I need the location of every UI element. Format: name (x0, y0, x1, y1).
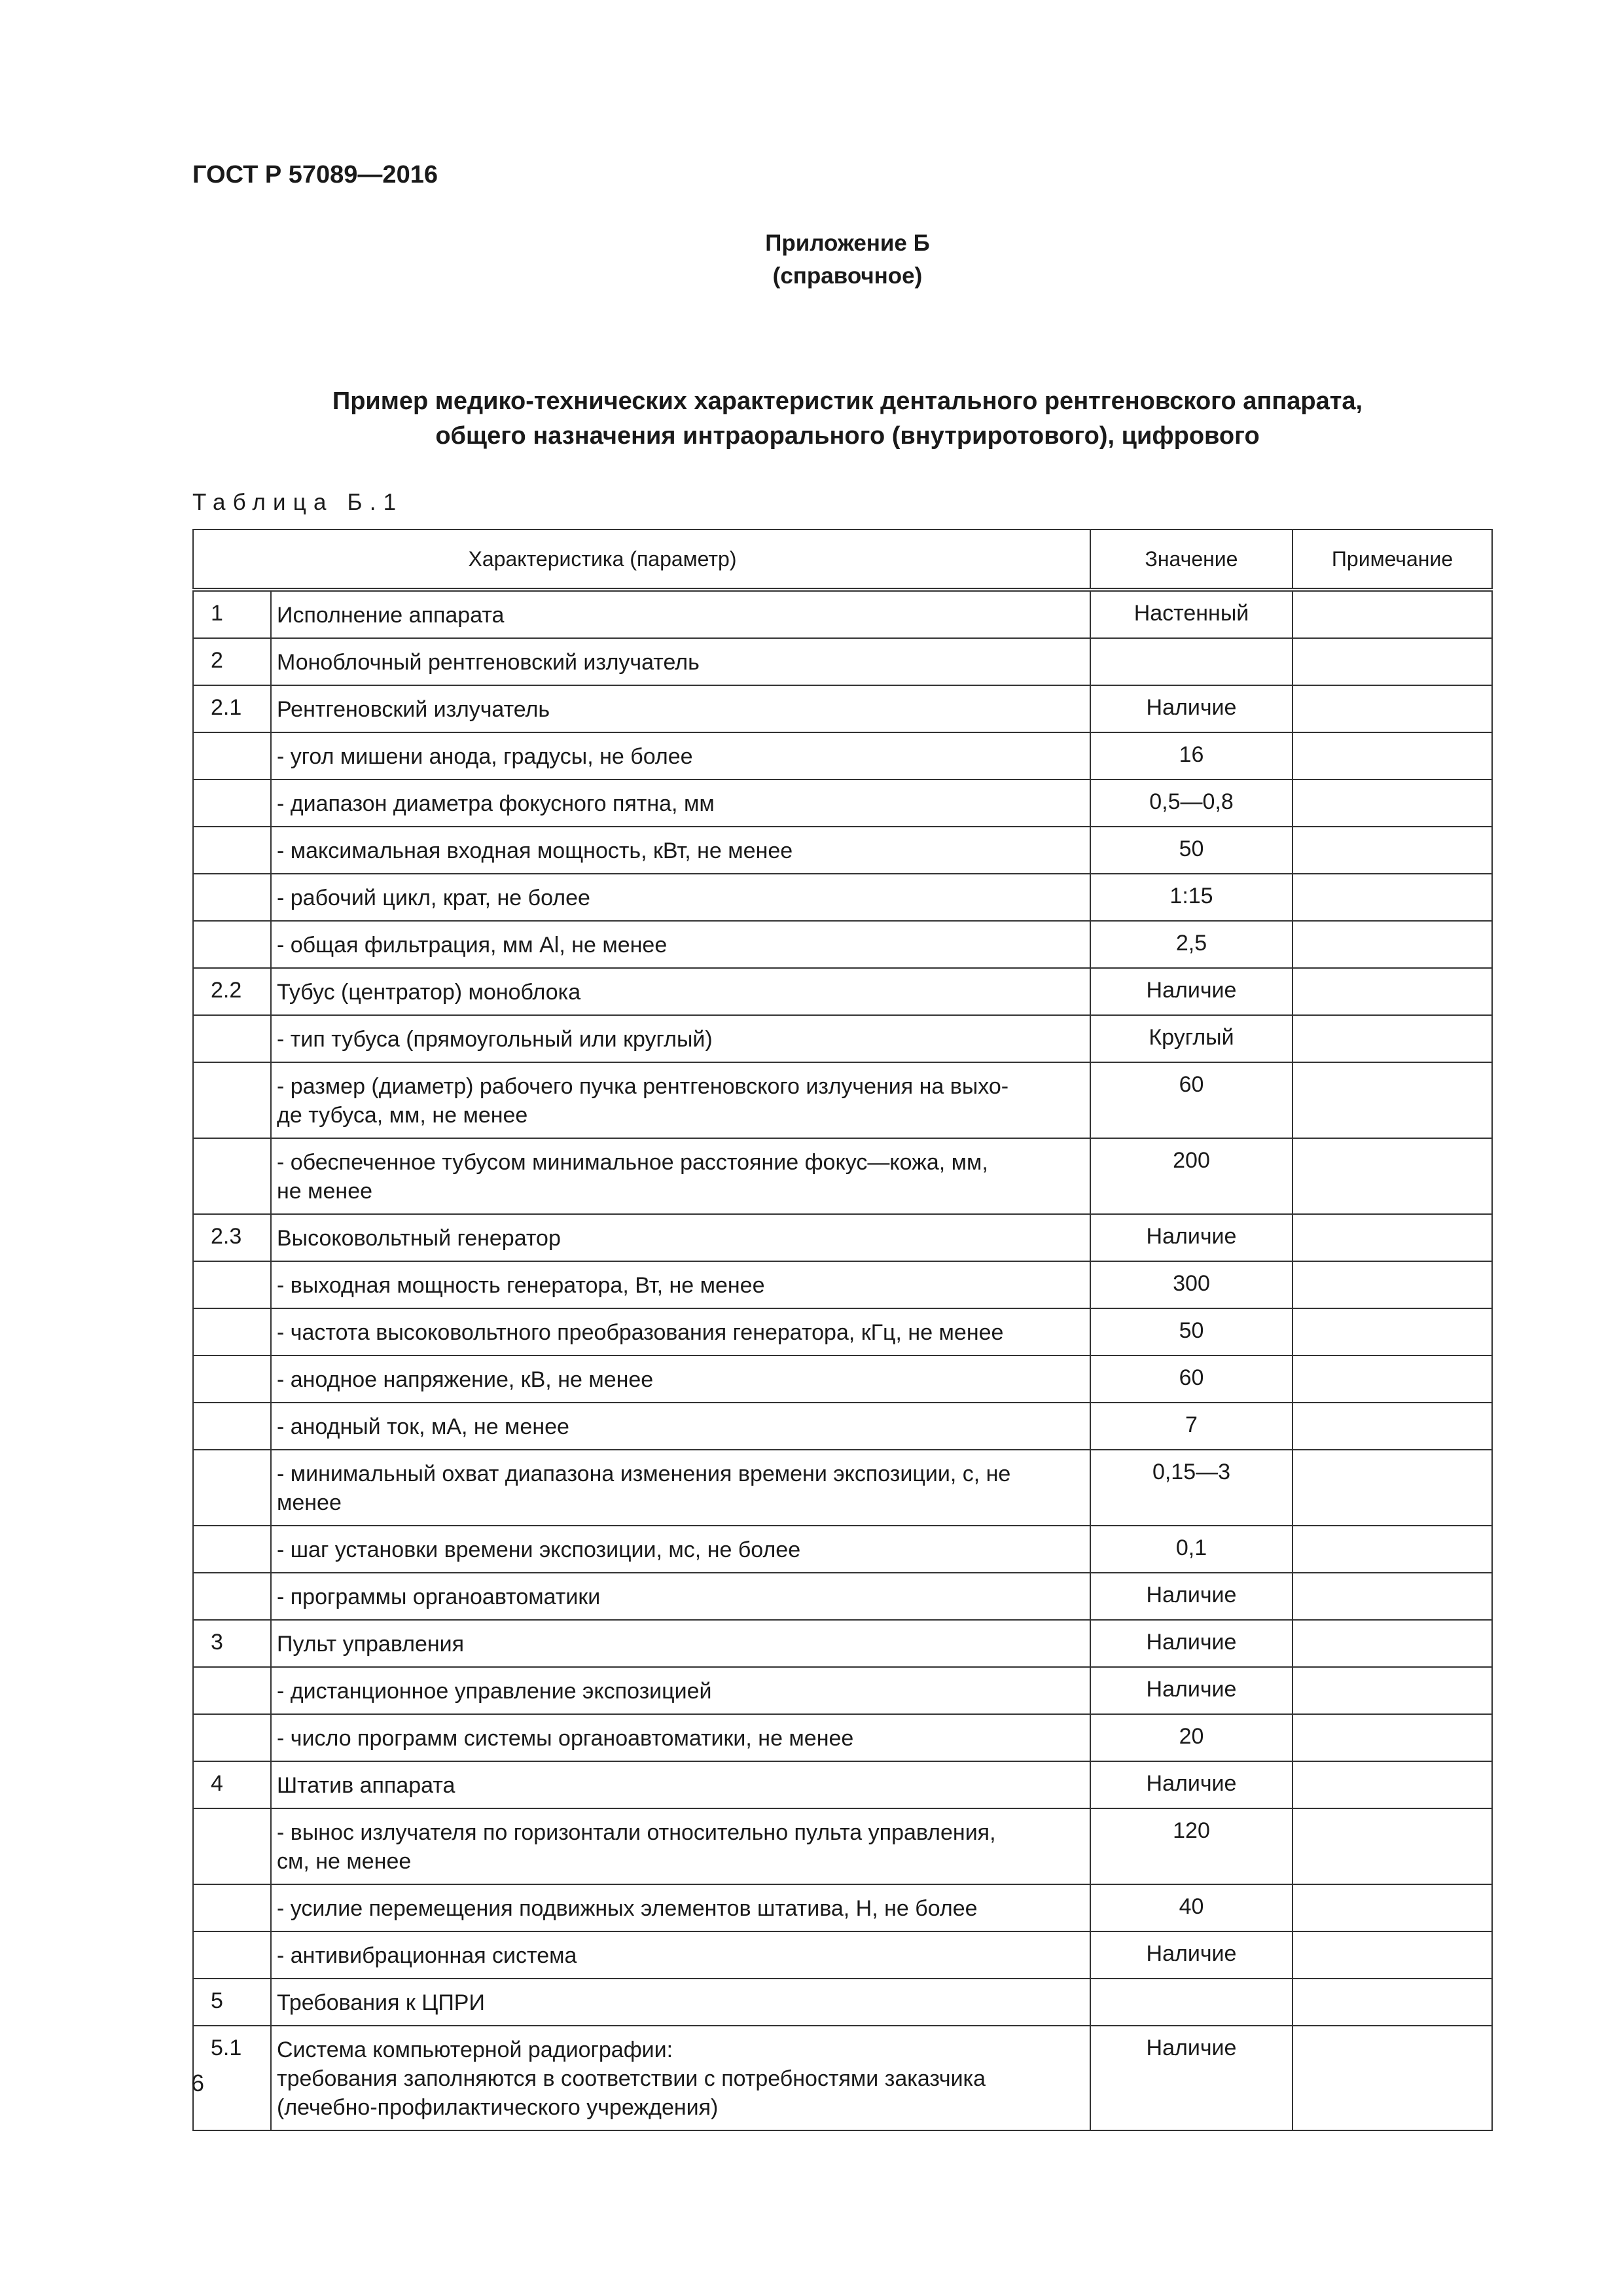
characteristic-text-line: - максимальная входная мощность, кВт, не менее (277, 838, 793, 863)
row-characteristic (271, 590, 1090, 638)
section-title-line-1: Пример медико-технических характеристик дентального рентгеновского аппарата, (332, 387, 1363, 415)
row-characteristic (271, 874, 1090, 921)
row-value: Наличие (1090, 2026, 1293, 2130)
row-note (1293, 827, 1492, 874)
characteristic-text-line: - вынос излучателя по горизонтали относительно пульта управления, (277, 1820, 996, 1845)
row-characteristic (271, 1403, 1090, 1450)
row-number: 3 (193, 1620, 271, 1667)
row-note (1293, 1714, 1492, 1761)
row-number (193, 921, 271, 968)
row-number (193, 780, 271, 827)
row-number: 5.1 (193, 2026, 271, 2130)
row-number (193, 1015, 271, 1062)
row-number: 2.3 (193, 1214, 271, 1261)
row-value: Настенный (1090, 590, 1293, 638)
section-title-line-2: общего назначения интраорального (внутриротового), цифрового (435, 422, 1260, 450)
characteristic-text-line: - обеспеченное тубусом минимальное расстояние фокус—кожа, мм, (277, 1150, 988, 1175)
characteristic-text-line: см, не менее (277, 1849, 412, 1874)
characteristic-text-line: - антивибрационная система (277, 1943, 577, 1968)
row-characteristic (271, 1526, 1090, 1573)
row-number (193, 1403, 271, 1450)
row-note (1293, 1526, 1492, 1573)
row-characteristic (271, 1450, 1090, 1526)
characteristic-text-line: Штатив аппарата (277, 1773, 455, 1798)
row-note (1293, 1355, 1492, 1403)
row-note (1293, 1062, 1492, 1138)
row-note (1293, 1403, 1492, 1450)
table-row (193, 1261, 1492, 1308)
row-value: 16 (1090, 732, 1293, 780)
row-number (193, 827, 271, 874)
row-characteristic (271, 968, 1090, 1015)
characteristic-text-line: Требования к ЦПРИ (277, 1990, 485, 2015)
row-value: 0,5—0,8 (1090, 780, 1293, 827)
characteristic-text-line: Пульт управления (277, 1632, 465, 1657)
table-row (193, 1620, 1492, 1667)
characteristic-text-line: де тубуса, мм, не менее (277, 1103, 528, 1128)
table-row (193, 1403, 1492, 1450)
table-row (193, 1714, 1492, 1761)
row-value (1090, 638, 1293, 685)
row-characteristic (271, 1931, 1090, 1979)
table-header-row (193, 529, 1492, 590)
row-characteristic (271, 638, 1090, 685)
table-row (193, 1884, 1492, 1931)
row-value: 50 (1090, 827, 1293, 874)
row-value: 60 (1090, 1062, 1293, 1138)
characteristic-text-line: - анодный ток, мА, не менее (277, 1414, 569, 1439)
characteristic-text-line: - усилие перемещения подвижных элементов штатива, Н, не более (277, 1896, 978, 1921)
row-value: 40 (1090, 1884, 1293, 1931)
table-row (193, 1573, 1492, 1620)
table-row (193, 638, 1492, 685)
row-note (1293, 1761, 1492, 1808)
characteristic-text-line: - шаг установки времени экспозиции, мс, не более (277, 1537, 801, 1562)
characteristic-text-line: - размер (диаметр) рабочего пучка рентгеновского излучения на выхо- (277, 1074, 1009, 1099)
table-row (193, 732, 1492, 780)
row-characteristic (271, 1062, 1090, 1138)
table-row (193, 1015, 1492, 1062)
table-row (193, 1808, 1492, 1884)
row-number: 4 (193, 1761, 271, 1808)
row-number: 1 (193, 590, 271, 638)
row-note (1293, 1261, 1492, 1308)
row-note (1293, 732, 1492, 780)
row-note (1293, 1214, 1492, 1261)
row-note (1293, 590, 1492, 638)
row-characteristic (271, 732, 1090, 780)
table-row (193, 685, 1492, 732)
row-characteristic (271, 1308, 1090, 1355)
row-value: 1:15 (1090, 874, 1293, 921)
row-characteristic (271, 1884, 1090, 1931)
table-row (193, 1062, 1492, 1138)
characteristic-text-line: - дистанционное управление экспозицией (277, 1679, 712, 1704)
row-value: 60 (1090, 1355, 1293, 1403)
column-header-value: Значение (1090, 529, 1293, 590)
row-number (193, 1261, 271, 1308)
characteristic-text-line: требования заполняются в соответствии с потребностями заказчика (277, 2066, 986, 2091)
row-number: 2.2 (193, 968, 271, 1015)
row-value: Наличие (1090, 1761, 1293, 1808)
row-number: 2 (193, 638, 271, 685)
row-characteristic (271, 1015, 1090, 1062)
row-note (1293, 1620, 1492, 1667)
table-row (193, 1979, 1492, 2026)
row-number (193, 1884, 271, 1931)
characteristic-text-line: - выходная мощность генератора, Вт, не менее (277, 1273, 765, 1298)
table-body (193, 590, 1492, 2130)
row-note (1293, 1931, 1492, 1979)
characteristic-text-line: - угол мишени анода, градусы, не более (277, 744, 693, 769)
table-row (193, 1214, 1492, 1261)
row-characteristic (271, 1214, 1090, 1261)
characteristic-text-line: - частота высоковольтного преобразования генератора, кГц, не менее (277, 1320, 1004, 1345)
row-note (1293, 1884, 1492, 1931)
row-value: Наличие (1090, 685, 1293, 732)
row-value: Круглый (1090, 1015, 1293, 1062)
row-value: Наличие (1090, 1620, 1293, 1667)
characteristic-text-line: - рабочий цикл, крат, не более (277, 886, 590, 910)
row-value: 2,5 (1090, 921, 1293, 968)
table-row (193, 921, 1492, 968)
table-row (193, 1761, 1492, 1808)
table-row (193, 1355, 1492, 1403)
row-note (1293, 874, 1492, 921)
row-characteristic (271, 1138, 1090, 1214)
row-value: 50 (1090, 1308, 1293, 1355)
row-value: Наличие (1090, 1214, 1293, 1261)
characteristic-text-line: - диапазон диаметра фокусного пятна, мм (277, 791, 715, 816)
characteristic-text-line: Моноблочный рентгеновский излучатель (277, 650, 700, 675)
characteristic-text-line: - минимальный охват диапазона изменения времени экспозиции, с, не (277, 1462, 1011, 1486)
column-header-characteristic: Характеристика (параметр) (193, 529, 1090, 590)
row-number (193, 1450, 271, 1526)
row-characteristic (271, 1355, 1090, 1403)
table-row (193, 1667, 1492, 1714)
characteristic-text-line: не менее (277, 1179, 373, 1204)
row-characteristic (271, 1808, 1090, 1884)
row-characteristic (271, 780, 1090, 827)
row-note (1293, 1138, 1492, 1214)
row-number (193, 1573, 271, 1620)
row-note (1293, 1308, 1492, 1355)
table-row (193, 590, 1492, 638)
row-number (193, 874, 271, 921)
characteristic-text-line: Исполнение аппарата (277, 603, 505, 628)
row-value: 200 (1090, 1138, 1293, 1214)
row-value: Наличие (1090, 1667, 1293, 1714)
row-note (1293, 1808, 1492, 1884)
row-value: 20 (1090, 1714, 1293, 1761)
row-value: 7 (1090, 1403, 1293, 1450)
table-row (193, 1526, 1492, 1573)
row-note (1293, 921, 1492, 968)
row-value (1090, 1979, 1293, 2026)
row-note (1293, 1450, 1492, 1526)
characteristic-text-line: Система компьютерной радиографии: (277, 2037, 673, 2062)
table-row (193, 968, 1492, 1015)
row-note (1293, 968, 1492, 1015)
row-value: Наличие (1090, 1931, 1293, 1979)
row-note (1293, 1979, 1492, 2026)
row-note (1293, 780, 1492, 827)
row-note (1293, 638, 1492, 685)
row-characteristic (271, 1261, 1090, 1308)
characteristic-text-line: Высоковольтный генератор (277, 1226, 561, 1251)
row-number: 2.1 (193, 685, 271, 732)
row-number (193, 1808, 271, 1884)
characteristic-text-line: (лечебно-профилактического учреждения) (277, 2095, 719, 2120)
row-number (193, 1308, 271, 1355)
row-value: 0,1 (1090, 1526, 1293, 1573)
row-note (1293, 1667, 1492, 1714)
specification-table (192, 529, 1493, 2131)
row-characteristic (271, 921, 1090, 968)
table-row (193, 1931, 1492, 1979)
row-characteristic (271, 827, 1090, 874)
row-characteristic (271, 2026, 1090, 2130)
row-number (193, 1667, 271, 1714)
characteristic-text-line: - тип тубуса (прямоугольный или круглый) (277, 1027, 713, 1052)
row-characteristic (271, 1667, 1090, 1714)
page-number: 6 (191, 2070, 205, 2096)
row-number (193, 1355, 271, 1403)
characteristic-text-line: - общая фильтрация, мм Al, не менее (277, 933, 668, 958)
characteristic-text-line: - число программ системы органоавтоматики, не менее (277, 1726, 854, 1751)
characteristic-text-line: менее (277, 1490, 342, 1515)
row-value: 0,15—3 (1090, 1450, 1293, 1526)
table-label: Таблица Б.1 (192, 490, 404, 515)
appendix-heading: Приложение Б (765, 230, 930, 256)
row-note (1293, 1573, 1492, 1620)
row-note (1293, 2026, 1492, 2130)
row-characteristic (271, 1714, 1090, 1761)
table-row (193, 874, 1492, 921)
row-number (193, 1062, 271, 1138)
characteristic-text-line: Тубус (центратор) моноблока (277, 980, 581, 1005)
row-characteristic (271, 685, 1090, 732)
column-header-note: Примечание (1293, 529, 1492, 590)
row-characteristic (271, 1620, 1090, 1667)
row-value: Наличие (1090, 1573, 1293, 1620)
characteristic-text-line: Рентгеновский излучатель (277, 697, 550, 722)
table-row (193, 1308, 1492, 1355)
row-number (193, 732, 271, 780)
document-code: ГОСТ Р 57089—2016 (192, 161, 438, 188)
row-number (193, 1931, 271, 1979)
appendix-type: (справочное) (772, 263, 923, 289)
row-value: 300 (1090, 1261, 1293, 1308)
characteristic-text-line: - анодное напряжение, кВ, не менее (277, 1367, 654, 1392)
table-row (193, 780, 1492, 827)
row-note (1293, 1015, 1492, 1062)
table-row (193, 1138, 1492, 1214)
row-characteristic (271, 1979, 1090, 2026)
row-value: Наличие (1090, 968, 1293, 1015)
row-number (193, 1526, 271, 1573)
table-row (193, 827, 1492, 874)
table-row (193, 1450, 1492, 1526)
row-number (193, 1714, 271, 1761)
row-number (193, 1138, 271, 1214)
characteristic-text-line: - программы органоавтоматики (277, 1585, 601, 1609)
row-note (1293, 685, 1492, 732)
table-row (193, 2026, 1492, 2130)
row-number: 5 (193, 1979, 271, 2026)
row-characteristic (271, 1573, 1090, 1620)
row-characteristic (271, 1761, 1090, 1808)
row-value: 120 (1090, 1808, 1293, 1884)
